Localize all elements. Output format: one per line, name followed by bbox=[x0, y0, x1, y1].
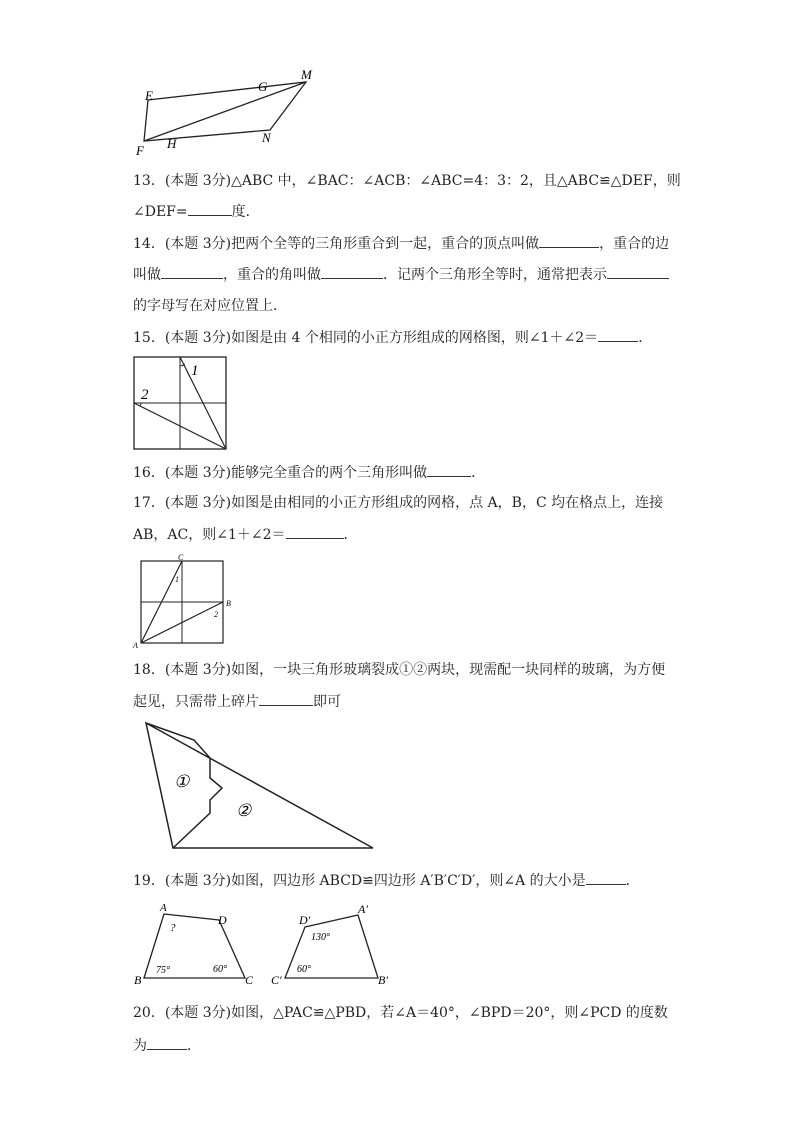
quad-left-angle-c: 60° bbox=[213, 964, 227, 975]
q16-text-b: ． bbox=[471, 465, 486, 481]
q14-text-d: ，重合的角叫做 bbox=[223, 267, 321, 283]
q16-text-a: 16．(本题 3分)能够完全重合的两个三角形叫做 bbox=[133, 465, 428, 481]
grid15-label-2: 2 bbox=[141, 387, 149, 403]
grid17-label-2: 2 bbox=[214, 610, 218, 619]
q18-line1: 18．(本题 3分)如图，一块三角形玻璃裂成①②两块，现需配一块同样的玻璃，为方便 bbox=[133, 662, 666, 678]
q13-line2 bbox=[133, 201, 260, 222]
label-m: M bbox=[301, 67, 312, 82]
q17-line1: 17．(本题 3分)如图是由相同的小正方形组成的网格，点 A，B，C 均在格点上，连接 bbox=[133, 495, 664, 511]
label-n: N bbox=[262, 130, 271, 145]
q20-text-a: 为 bbox=[133, 1038, 147, 1054]
quad-right-label-a: A′ bbox=[358, 902, 368, 916]
q18-answer-blank[interactable] bbox=[259, 691, 313, 706]
label-f: F bbox=[136, 143, 144, 158]
q14-text-c: 叫做 bbox=[133, 267, 161, 283]
q20-line2 bbox=[133, 1035, 201, 1056]
q17-line2 bbox=[133, 524, 358, 545]
q14-blank-4[interactable] bbox=[607, 264, 669, 279]
q14-text-a: 14．(本题 3分)把两个全等的三角形重合到一起，重合的顶点叫做 bbox=[133, 236, 540, 252]
q13-text-b: 度． bbox=[231, 204, 260, 220]
q14-line3: 的字母写在对应位置上． bbox=[133, 298, 287, 314]
q20-answer-blank[interactable] bbox=[147, 1035, 187, 1050]
q16-answer-blank[interactable] bbox=[427, 462, 471, 477]
q18-line2 bbox=[133, 691, 341, 712]
grid15-label-1: 1 bbox=[191, 363, 199, 379]
quad-right-label-b: B′ bbox=[378, 973, 388, 987]
quad-right-label-d: D′ bbox=[299, 913, 311, 927]
q18-text-b: 即可 bbox=[313, 694, 341, 710]
q20-text-b: ． bbox=[187, 1038, 201, 1054]
grid17-label-1: 1 bbox=[175, 575, 179, 584]
q13-text-a: ∠DEF= bbox=[133, 204, 188, 220]
quad-left-angle-a: ? bbox=[170, 922, 176, 934]
quad-right-label-c: C′ bbox=[271, 973, 282, 987]
q14-text-b: ，重合的边 bbox=[599, 236, 670, 252]
grid17-label-c: C bbox=[178, 553, 184, 562]
quad-left-label-a: A bbox=[160, 902, 167, 914]
quad-left-angle-b: 75° bbox=[156, 965, 170, 976]
q14-blank-2[interactable] bbox=[161, 264, 223, 279]
label-g: G bbox=[258, 79, 268, 94]
q20-line1: 20．(本题 3分)如图，△PAC≌△PBD，若∠A＝40°，∠BPD＝20°，则∠PCD 的度数 bbox=[133, 1005, 668, 1021]
label-e: E bbox=[145, 88, 153, 103]
grid17-label-a: A bbox=[133, 641, 138, 649]
quad-left-label-c: C bbox=[245, 973, 254, 987]
quad-right-angle-c: 60° bbox=[297, 964, 311, 975]
q16-line1 bbox=[133, 462, 485, 483]
q13-answer-blank[interactable] bbox=[188, 201, 232, 216]
q19-text-a: 19．(本题 3分)如图，四边形 ABCD≌四边形 A′B′C′D′，则∠A 的大小是 bbox=[133, 873, 586, 889]
q17-text-a: AB，AC，则∠1＋∠2＝ bbox=[133, 527, 286, 543]
q17-answer-blank[interactable] bbox=[286, 524, 344, 539]
grid17-figure bbox=[131, 553, 243, 649]
q14-blank-3[interactable] bbox=[321, 264, 383, 279]
glass-piece-1-label: ① bbox=[174, 772, 190, 791]
parallelogram-figure bbox=[130, 62, 330, 162]
q14-blank-1[interactable] bbox=[539, 233, 599, 248]
glass-figure bbox=[140, 718, 380, 853]
q18-text-a: 起见，只需带上碎片 bbox=[133, 694, 259, 710]
q14-line1 bbox=[133, 233, 669, 254]
grid15-figure bbox=[133, 356, 229, 452]
quad-left-label-d: D bbox=[218, 913, 227, 927]
q13-line1: 13．(本题 3分)△ABC 中，∠BAC：∠ACB：∠ABC=4：3：2，且△ABC≌△DEF，则 bbox=[133, 173, 681, 189]
q15-line1 bbox=[133, 327, 652, 348]
quads-figure bbox=[130, 900, 410, 992]
glass-piece-2-label: ② bbox=[236, 801, 252, 820]
q19-line1 bbox=[133, 870, 640, 891]
q15-answer-blank[interactable] bbox=[598, 327, 638, 342]
quad-right-angle-d: 130° bbox=[311, 932, 330, 943]
label-h: H bbox=[167, 136, 177, 151]
quad-left-label-b: B bbox=[134, 973, 142, 987]
q17-text-b: ． bbox=[343, 527, 358, 543]
grid17-label-b: B bbox=[226, 599, 231, 608]
q15-text-b: ． bbox=[638, 330, 653, 346]
q19-text-b: ． bbox=[625, 873, 640, 889]
q14-line2 bbox=[133, 264, 669, 285]
q19-answer-blank[interactable] bbox=[586, 870, 626, 885]
q14-text-e: ．记两个三角形全等时，通常把表示 bbox=[383, 267, 607, 283]
q15-text-a: 15．(本题 3分)如图是由 4 个相同的小正方形组成的网格图，则∠1＋∠2＝ bbox=[133, 330, 599, 346]
